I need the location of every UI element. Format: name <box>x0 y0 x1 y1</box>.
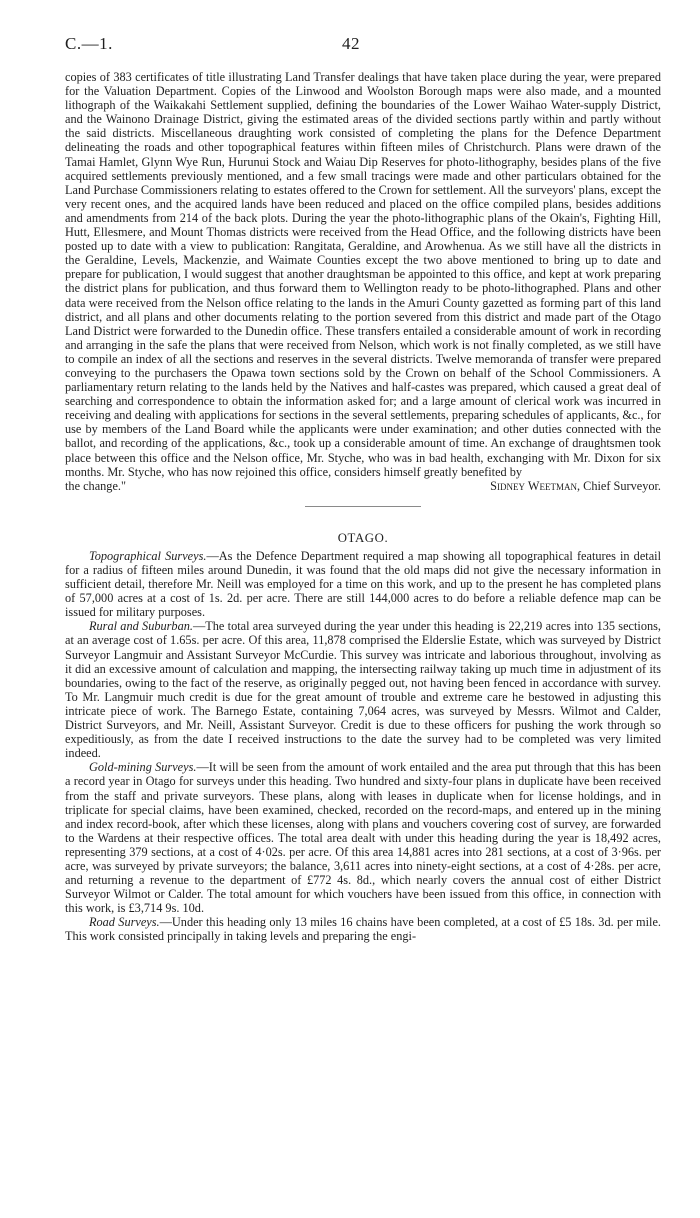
page-header <box>65 34 661 56</box>
paragraph-text: —It will be seen from the amount of work entailed and the area put through that this has been a record year in Otago for surveys under this heading. Two hundred and sixty-four plans in duplicate have been received from the staff and private surveyors. These plans, along with leases in duplicate when for license holdings, and in triplicate for special claims, have been examined, checked, recorded on the record-maps, and entered up in the mining and index record-book, after which these licenses, along with plans and vouchers covering cost of survey, are forwarded to the Wardens at their respective offices. The total area dealt with under this heading during the year is 18,492 acres, representing 379 sections, at a cost of 4·02s. per acre. Of this area 14,881 acres into 281 sections, at a cost of 3·96s. per acre, was surveyed by private surveyors; the balance, 3,611 acres into ninety-eight sections, at a cost of 4·28s. per acre, and returning a revenue to the department of £772 4s. 8d., which nearly covers the annual cost of either District Surveyor Wilmot or Calder. The total amount for which vouchers have been issued from this office, in connection with this work, is £3,714 9s. 10d. <box>65 760 661 916</box>
section-title-otago: OTAGO. <box>337 530 389 545</box>
run-in-heading: Rural and Suburban. <box>89 619 193 634</box>
section-divider <box>305 506 421 507</box>
signature <box>490 479 661 493</box>
canterbury-report-paragraph: copies of 383 certificates of title illustrating Land Transfer dealings that have taken place during the year, were prepared for the Valuation Department. Copies of the Linwood and Woolston Borough maps were also made, and a mounted lithograph of the Waikakahi Settlement supplied, defining the boundaries of the Lower Waihao Water-supply District, and the Wainono Drainage District, giving the estimated areas of the divided sections partly within and partly without the said districts. Miscellaneous draughting work consisted of completing the plans for the Defence Department delineating the roads and other topographical features within fifteen miles of Christchurch. Plans were drawn of the Tamai Hamlet, Glynn Wye Run, Hurunui Stock and Waiau Dip Reserves for photo-lithography, besides plans of the five acquired settlements previously mentioned, and a few small tracings were made and other particulars obtained for the Land Purchase Commissioners relating to estates offered to the Crown for settlement. All the surveyors' plans, except the very recent ones, and the acquired lands have been reduced and placed on the office compiled plans, besides additions and amendments from 214 of the back plots. During the year the photo-lithographic plans of the Okain's, Fighting Hill, Hutt, Ellesmere, and Mount Thomas districts were received from the Head Office, and the following districts have been posted up to date with a view to publication: Rangitata, Geraldine, and Arowhenua. As we still have all the districts in the Geraldine, Levels, Mackenzie, and Waimate Counties except the two above mentioned to bring up to date and prepare for publication, I would suggest that another draughtsman be appointed to this office, and kept at work preparing the district plans for publication, and thus forward them to Wellington ready to be photo-lithographed. Plans and other data were received from the Nelson office relating to the lands in the Amuri County gazetted as forming part of this land district, and all plans and other documents relating to the portion severed from this district and made part of the Otago Land District were forwarded to the Dunedin office. These transfers entailed a considerable amount of work in recording and arranging in the safe the plans that were received from Nelson, which work is not finally completed, as we still have to compile an index of all the sections and reserves in the several districts. Twelve memoranda of transfer were prepared conveying to the purchasers the Opawa town sections sold by the Crown on behalf of the School Commissioners. A parliamentary return relating to the lands held by the Natives and half-castes was prepared, which caused a great deal of searching and correspondence to obtain the information asked for; and a large amount of clerical work was incurred in receiving and dealing with applications for sections in the several settlements, preparing schedules of applicants, &c., for use by members of the Land Board while the applicants were under examination; and other duties connected with the ballot, and recording of the applications, &c., took up a considerable amount of time. An exchange of draughtsmen took place between this office and the Nelson office, Mr. Styche, who was in bad health, exchanging with Mr. Dixon for six months. Mr. Styche, who has now rejoined this office, considers himself greatly benefited by <box>65 70 661 479</box>
run-in-heading: Gold-mining Surveys. <box>89 760 197 775</box>
page-number: 42 <box>342 34 360 53</box>
report-closing-line <box>65 479 661 493</box>
paragraph-rural-suburban <box>65 619 661 760</box>
signature-name: Sidney Weetman <box>490 478 577 493</box>
signature-title: , Chief Surveyor. <box>576 478 661 493</box>
paragraph-text: —Under this heading only 13 miles 16 chains have been completed, at a cost of £5 18s. 3d. per mile. This work consisted principally in taking levels and preparing the engi- <box>65 915 661 944</box>
document-page <box>65 34 661 944</box>
document-body <box>65 70 661 944</box>
run-in-heading: Topographical Surveys. <box>89 548 207 563</box>
paragraph-text: —The total area surveyed during the year under this heading is 22,219 acres into 135 sections, at an average cost of 1.65s. per acre. Of this area, 11,878 comprised the Elderslie Estate, which was surveyed by District Surveyor Langmuir and Assistant Surveyor McCurdie. This survey was intricate and laborious throughout, involving as it did an excessive amount of calculation and mapping, the intersecting railway taking up much time in adjustment of its boundaries, owing to the fact of the reserve, as originally pegged out, not having been fenced in accordance with survey. To Mr. Langmuir much credit is due for the great amount of trouble and extreme care he bestowed in adjusting this intricate piece of work. The Barnego Estate, containing 7,064 acres, was surveyed by Messrs. Wilmot and Calder, District Surveyors, and Mr. Neill, Assistant Surveyor. Credit is due to these officers for pushing the work through so expeditiously, as from the date I received instructions to the date the survey had to be completed was very limited indeed. <box>65 619 661 761</box>
paragraph-text: —As the Defence Department required a map showing all topographical features in detail for a radius of fifteen miles around Dunedin, it was found that the old maps did not give the necessary information in sufficient detail, therefore Mr. Neill was employed for a time on this work, and up to the present he has completed plans of 57,000 acres at a cost of 1s. 2d. per acre. There are still 144,000 acres to do before a reliable defence map can be issued for military purposes. <box>65 548 661 620</box>
run-in-heading: Road Surveys. <box>89 915 160 930</box>
document-code: C.—1. <box>65 34 113 53</box>
paragraph-gold-mining-surveys <box>65 760 661 915</box>
paragraph-topographical-surveys <box>65 549 661 619</box>
closing-text: the change." <box>65 478 127 493</box>
paragraph-road-surveys <box>65 915 661 943</box>
